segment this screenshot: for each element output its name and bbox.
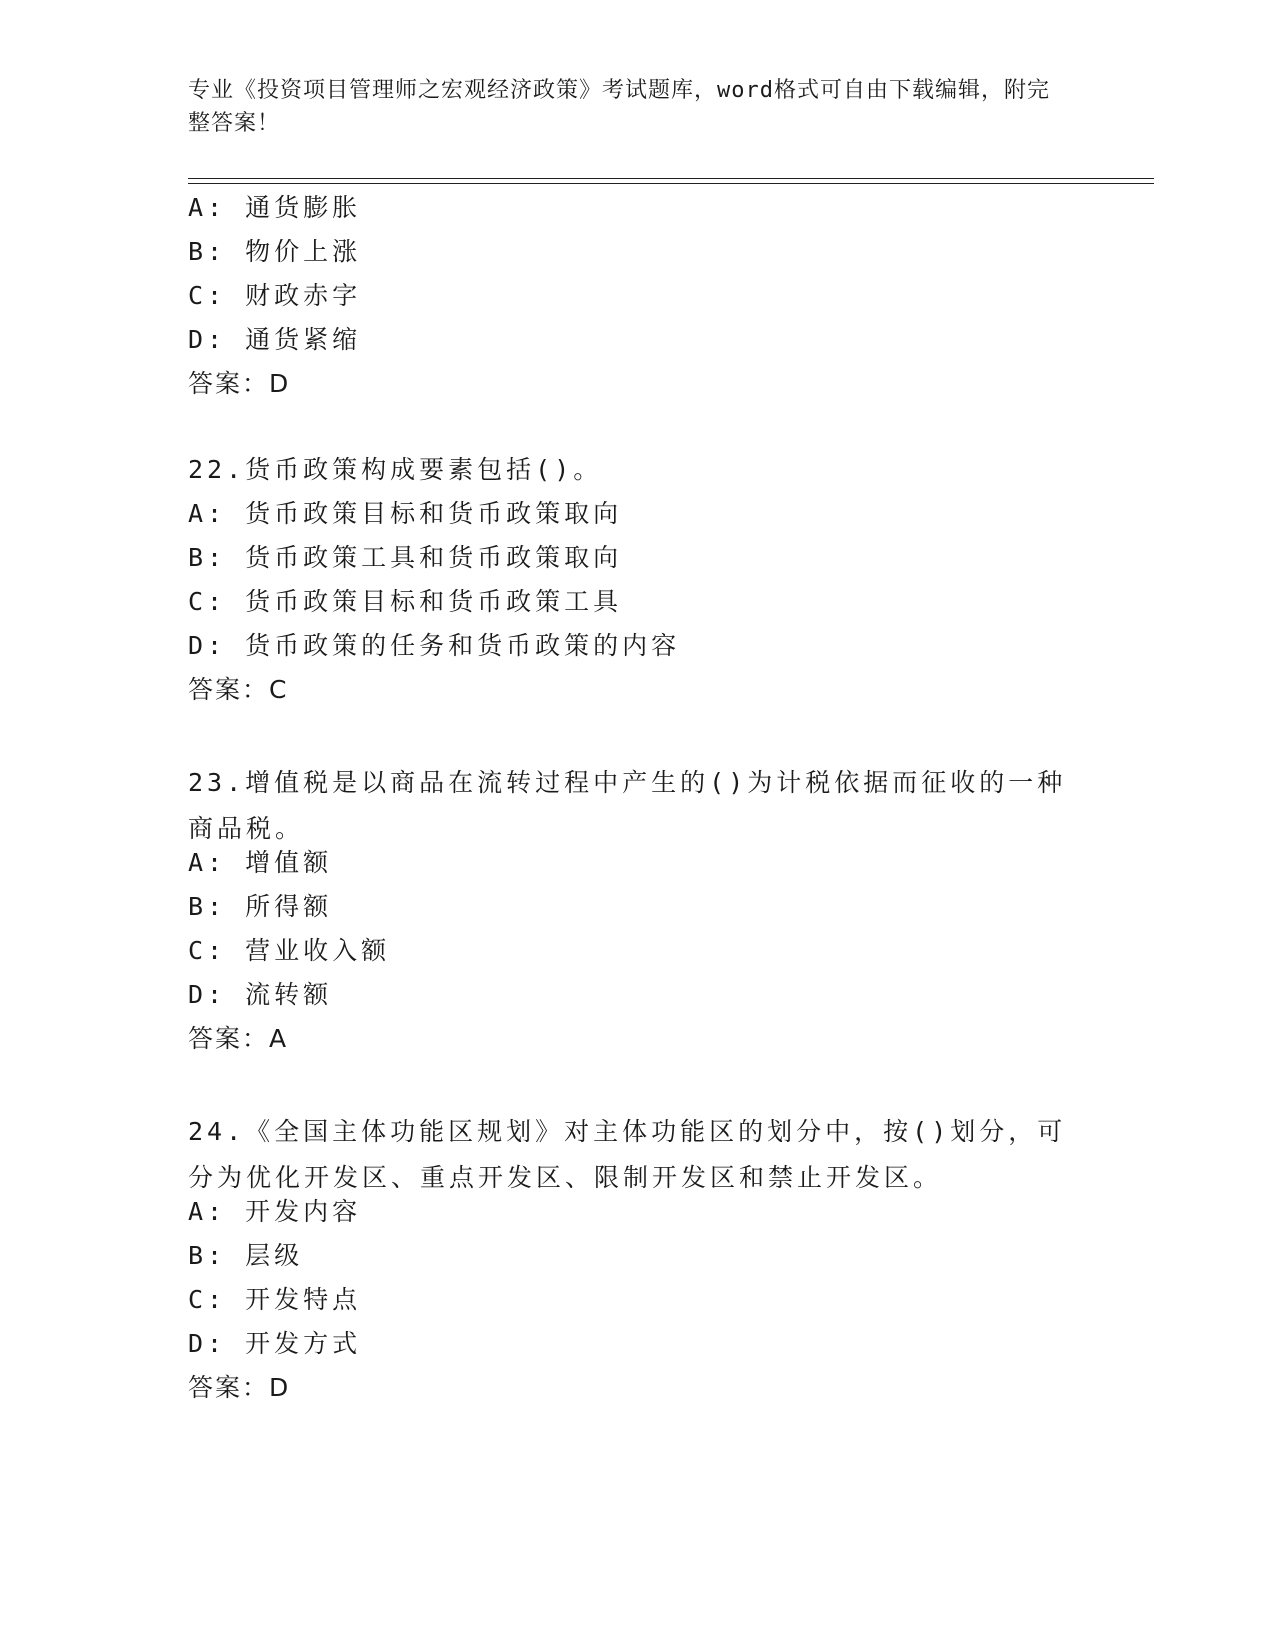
header-divider-bottom <box>188 183 1154 184</box>
q22-option-b: B: 货币政策工具和货币政策取向 <box>188 543 623 572</box>
q22-option-d: D: 货币政策的任务和货币政策的内容 <box>188 631 681 660</box>
q23-option-d: D: 流转额 <box>188 980 333 1009</box>
q22-option-c: C: 货币政策目标和货币政策工具 <box>188 587 623 616</box>
q22-stem: 22.货币政策构成要素包括()。 <box>188 455 603 484</box>
document-header: 专业《投资项目管理师之宏观经济政策》考试题库，word格式可自由下载编辑，附完整答案！ <box>188 78 1050 136</box>
q23-stem: 23.增值税是以商品在流转过程中产生的()为计税依据而征收的一种商品税。 <box>188 768 1067 843</box>
q21-option-c: C: 财政赤字 <box>188 281 362 310</box>
q22-option-a: A: 货币政策目标和货币政策取向 <box>188 499 623 528</box>
q21-answer: 答案：D <box>188 369 291 398</box>
q24-stem: 24.《全国主体功能区规划》对主体功能区的划分中，按()划分，可分为优化开发区、重点开发区、限制开发区和禁止开发区。 <box>188 1117 1067 1192</box>
header-divider-top <box>188 178 1154 179</box>
q21-option-d: D: 通货紧缩 <box>188 325 362 354</box>
q24-option-c: C: 开发特点 <box>188 1285 362 1314</box>
q21-option-b: B: 物价上涨 <box>188 237 362 266</box>
q24-answer: 答案：D <box>188 1373 291 1402</box>
q24-option-d: D: 开发方式 <box>188 1329 362 1358</box>
q23-option-b: B: 所得额 <box>188 892 333 921</box>
q23-option-a: A: 增值额 <box>188 848 333 877</box>
q21-option-a: A: 通货膨胀 <box>188 193 362 222</box>
q23-option-c: C: 营业收入额 <box>188 936 391 965</box>
q24-option-a: A: 开发内容 <box>188 1197 362 1226</box>
q23-answer: 答案：A <box>188 1024 289 1053</box>
q24-option-b: B: 层级 <box>188 1241 304 1270</box>
q22-answer: 答案：C <box>188 675 289 704</box>
